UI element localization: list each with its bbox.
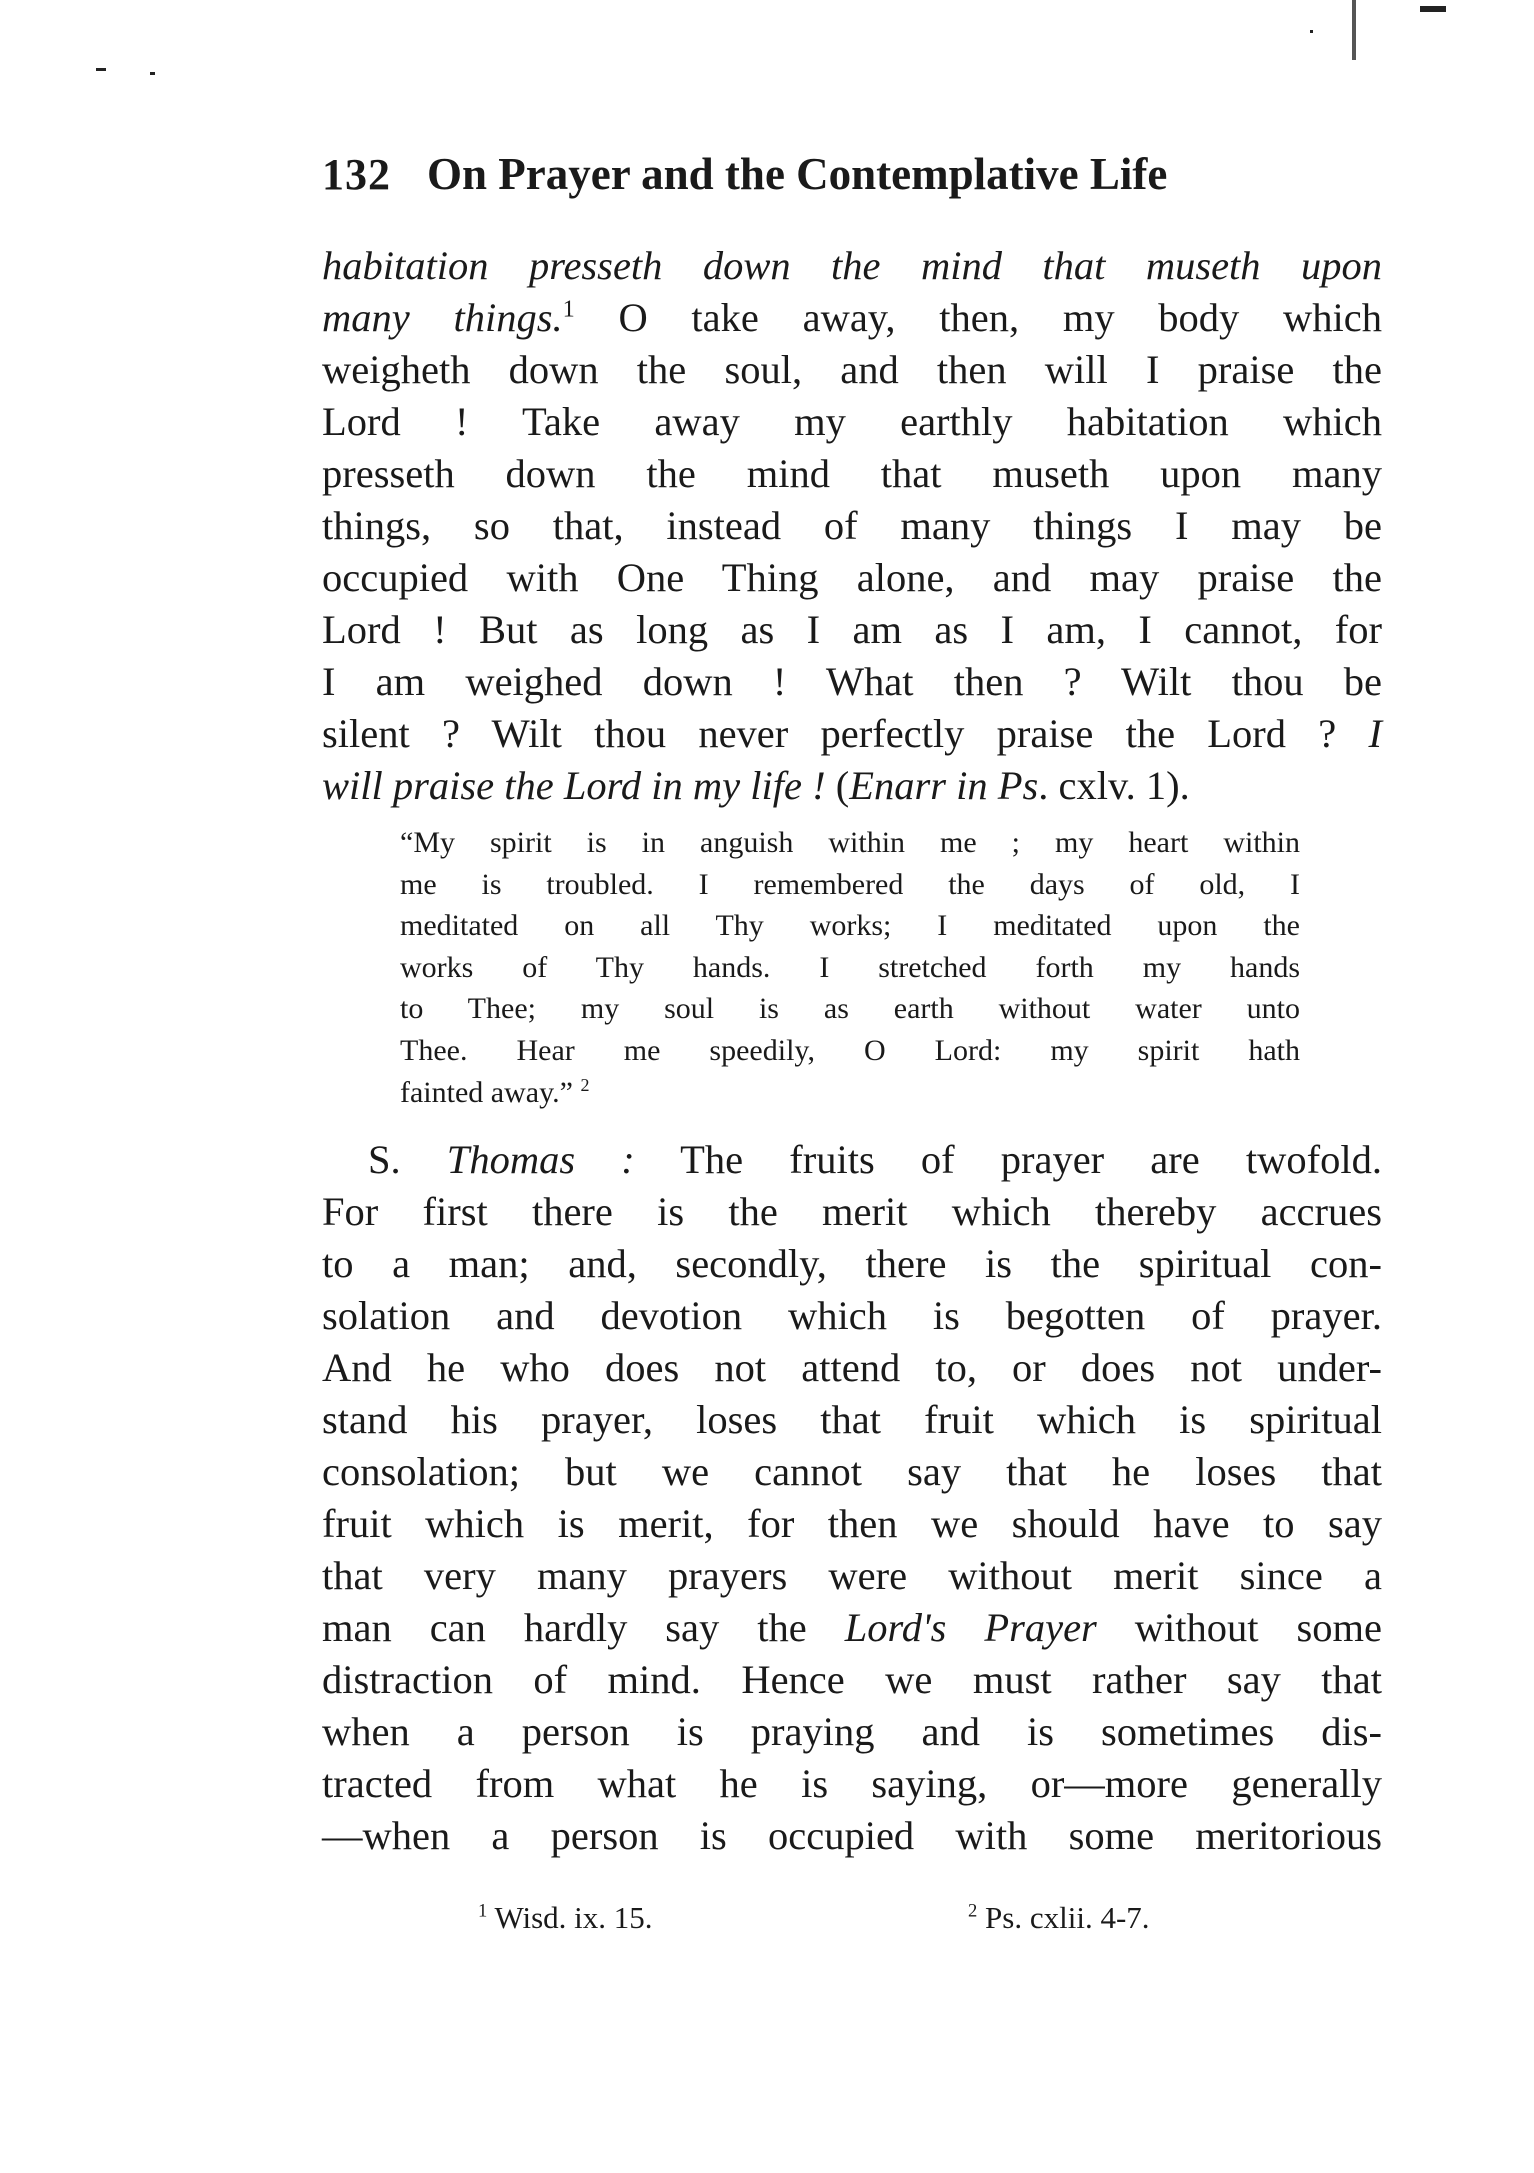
quote-line: “My spirit is in anguish within me ; my heart within: [400, 826, 1300, 859]
text-segment: habitation presseth down the mind that museth upon: [322, 243, 1382, 288]
text-line: stand his prayer, loses that fruit which is spiritual: [322, 1397, 1382, 1442]
text-line: [322, 1134, 1382, 1186]
footnote-1: [478, 1900, 653, 1936]
footnote-mark: 2: [968, 1900, 978, 1922]
text-segment: The fruits of prayer are twofold.: [634, 1137, 1382, 1182]
scan-speck: [150, 72, 155, 75]
quote-line: Thee. Hear me speedily, O Lord: my spirit hath: [400, 1034, 1300, 1067]
text-segment: Lord's Prayer: [844, 1605, 1097, 1650]
running-header: [322, 148, 1382, 218]
scan-speck: [1420, 6, 1446, 12]
text-segment: fainted away.”: [400, 1075, 581, 1109]
text-segment: many things.: [322, 295, 563, 340]
running-title: On Prayer and the Contemplative Life: [427, 149, 1168, 199]
text-line: that very many prayers were without merit since a: [322, 1553, 1382, 1598]
text-line: distraction of mind. Hence we must rather say that: [322, 1657, 1382, 1702]
footnote-text: Ps. cxlii. 4-7.: [977, 1900, 1150, 1935]
text-segment: will praise the Lord in my life !: [322, 763, 836, 808]
text-segment: without some: [1096, 1605, 1383, 1650]
quote-line: works of Thy hands. I stretched forth my hands: [400, 950, 1300, 984]
text-segment: Enarr in Ps: [849, 763, 1039, 808]
text-line: And he who does not attend to, or does not under-: [322, 1345, 1382, 1390]
footnote-mark: 1: [478, 1900, 488, 1922]
text-line: [322, 240, 1382, 292]
text-segment: silent ? Wilt thou never perfectly praise the Lord ?: [322, 711, 1369, 756]
quote-line: me is troubled. I remembered the days of old, I: [400, 867, 1300, 901]
text-line: Lord ! Take away my earthly habitation which: [322, 399, 1382, 444]
footnote-ref: 2: [580, 1074, 590, 1095]
text-line: [322, 708, 1382, 760]
text-segment: man can hardly say the: [322, 1605, 845, 1650]
scan-speck: [1352, 0, 1356, 60]
footnote-ref: 1: [562, 295, 575, 323]
text-segment: S.: [368, 1137, 447, 1182]
text-line: fruit which is merit, for then we should have to say: [322, 1501, 1382, 1546]
quote-line: [400, 1072, 1300, 1114]
text-segment: I: [1368, 711, 1382, 756]
quote-line: to Thee; my soul is as earth without water unto: [400, 992, 1300, 1026]
text-line: presseth down the mind that museth upon many: [322, 451, 1382, 496]
text-segment: Thomas :: [446, 1137, 635, 1182]
text-line: —when a person is occupied with some meritorious: [322, 1813, 1382, 1858]
text-line: weigheth down the soul, and then will I praise the: [322, 347, 1382, 392]
text-line: tracted from what he is saying, or—more generally: [322, 1761, 1382, 1806]
footnote-text: Wisd. ix. 15.: [487, 1900, 653, 1935]
text-line: solation and devotion which is begotten of prayer.: [322, 1293, 1382, 1338]
footnote-2: [968, 1900, 1150, 1936]
scan-speck: [96, 68, 106, 71]
quote-line: meditated on all Thy works; I meditated upon the: [400, 909, 1300, 943]
text-line: [322, 292, 1382, 344]
text-line: [322, 760, 1382, 812]
text-line: occupied with One Thing alone, and may praise the: [322, 555, 1382, 600]
text-line: Lord ! But as long as I am as I am, I cannot, for: [322, 607, 1382, 652]
text-line: [322, 1602, 1382, 1654]
text-segment: O take away, then, my body which: [574, 295, 1382, 340]
text-line: when a person is praying and is sometimes dis-: [322, 1709, 1382, 1754]
text-line: consolation; but we cannot say that he loses that: [322, 1449, 1382, 1494]
text-line: to a man; and, secondly, there is the spiritual con-: [322, 1241, 1382, 1286]
text-segment: . cxlv. 1).: [1038, 763, 1190, 808]
text-segment: (: [835, 763, 850, 808]
page-number: 132: [322, 150, 391, 199]
text-line: I am weighed down ! What then ? Wilt thou be: [322, 659, 1382, 704]
text-line: For first there is the merit which thereby accrues: [322, 1189, 1382, 1234]
text-line: things, so that, instead of many things I may be: [322, 503, 1382, 548]
scan-speck: [1310, 30, 1313, 33]
